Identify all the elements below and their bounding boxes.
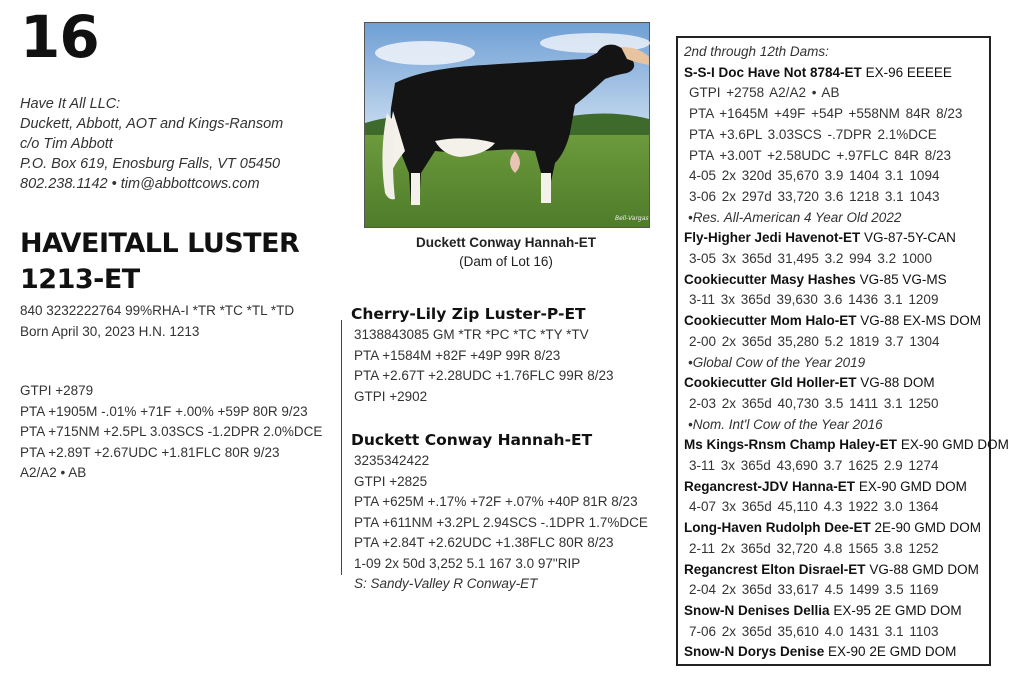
sire-block [351,303,614,407]
ancestor-dam-score: EX-90 GMD DOM [900,437,1009,453]
caption-sub: (Dam of Lot 16) [459,254,553,269]
ancestor-dam-score: EX-95 2E GMD DOM [833,602,962,618]
ancestor-dam-line [684,228,983,249]
ancestor-dam-record: 2-00 2x 365d 35,280 5.2 1819 3.7 1304 [689,333,940,349]
pedigree-bracket [341,320,342,575]
photo-caption [364,233,648,271]
genomic-line: A2/A2 • AB [20,465,87,480]
dams-box-heading: 2nd through 12th Dams: [684,44,829,59]
genomic-line: PTA +1905M -.01% +71F +.00% +59P 80R 9/23 [20,403,308,419]
lot-number: 16 [20,3,99,71]
animal-name-line2: 1213-ET [20,264,140,295]
consignor-line: c/o Tim Abbott [20,136,113,152]
cow-photo-image [365,23,649,227]
ancestor-dam-record: 3-11 3x 365d 43,690 3.7 1625 2.9 1274 [689,458,939,474]
ancestor-dam-name: S-S-I Doc Have Not 8784-ET [684,64,862,80]
ancestor-dam-score: 2E-90 GMD DOM [874,520,982,536]
dam-line: PTA +625M +.17% +72F +.07% +40P 81R 8/23 [354,494,638,509]
ancestor-dam-record: PTA +3.6PL 3.03SCS -.7DPR 2.1%DCE [689,126,937,142]
ancestor-dam-name: Cookiecutter Mom Halo-ET [684,313,857,329]
consignor-line: Have It All LLC: [20,96,121,112]
animal-name-line1: HAVEITALL LUSTER [20,228,300,259]
sire-line: PTA +2.67T +2.28UDC +1.76FLC 99R 8/23 [354,368,614,383]
ancestor-dam-honor: •Global Cow of the Year 2019 [688,354,866,370]
ancestor-dam-line [684,63,983,84]
birth-date-line: Born April 30, 2023 H.N. 1213 [20,324,200,339]
genomic-line: PTA +715NM +2.5PL 3.03SCS -1.2DPR 2.0%DCE [20,424,323,439]
consignor-line: Duckett, Abbott, AOT and Kings-Ransom [20,116,284,132]
ancestor-dam-record: 2-04 2x 365d 33,617 4.5 1499 3.5 1169 [689,582,939,598]
caption-name: Duckett Conway Hannah-ET [415,235,597,250]
consignor-contact: 802.238.1142 • tim@abbottcows.com [20,176,260,192]
ancestor-dam-record: 3-06 2x 297d 33,720 3.6 1218 3.1 1043 [689,188,940,204]
ancestor-dam-name: Long-Haven Rudolph Dee-ET [684,520,871,536]
dam-line: GTPI +2825 [354,473,428,489]
ancestor-dam-score: VG-85 VG-MS [859,271,947,287]
dams-box [676,36,1009,666]
dam-line: 3235342422 [354,453,430,468]
ancestor-dam-name: Regancrest-JDV Hanna-ET [684,478,856,494]
ancestor-dam-record: 2-11 2x 365d 32,720 4.8 1565 3.8 1252 [689,540,939,556]
cloud [375,41,475,65]
sire-name: Cherry-Lily Zip Luster-P-ET [351,305,586,323]
ancestor-dam-record: 4-07 3x 365d 45,110 4.3 1922 3.0 1364 [689,499,939,515]
ancestor-dam-name: Cookiecutter Masy Hashes [684,271,856,287]
animal-name [20,226,299,298]
ancestor-dam-record: 7-06 2x 365d 35,610 4.0 1431 3.1 1103 [689,623,939,639]
ancestor-dam-score: VG-88 EX-MS DOM [860,313,982,329]
ancestor-dam-record: 2-03 2x 365d 40,730 3.5 1411 3.1 1250 [689,395,939,411]
ancestor-dam-score: EX-96 EEEEE [865,64,952,80]
ancestor-dam-record: PTA +3.00T +2.58UDC +.97FLC 84R 8/23 [689,147,952,163]
dam-line: 1-09 2x 50d 3,252 5.1 167 3.0 97"RIP [354,555,581,571]
ancestor-dam-line [684,270,983,291]
consignor-line: P.O. Box 619, Enosburg Falls, VT 05450 [20,156,281,172]
ancestor-dam-line [684,601,983,622]
ancestor-dam-record: 4-05 2x 320d 35,670 3.9 1404 3.1 1094 [689,168,940,184]
ancestor-dam-line [684,311,983,332]
ancestor-dam-line [684,477,983,498]
genomic-line: PTA +2.89T +2.67UDC +1.81FLC 80R 9/23 [20,444,280,460]
animal-identification [20,300,294,342]
animal-genomics [20,381,322,484]
ancestor-dam-honor: •Res. All-American 4 Year Old 2022 [688,209,902,225]
ancestor-dam-name: Snow-N Dorys Denise [684,644,825,660]
sire-line: GTPI +2902 [354,388,428,404]
sire-line: 3138843085 GM *TR *PC *TC *TY *TV [354,327,589,342]
dam-name: Duckett Conway Hannah-ET [351,431,593,449]
dams-box-lines [684,63,1009,663]
ancestor-dam-score: VG-88 DOM [860,375,935,391]
consignor-block [20,94,283,194]
photographer-mark: Bell-Vargas [615,215,649,222]
ancestor-dam-record: 3-05 3x 365d 31,495 3.2 994 3.2 1000 [689,251,932,267]
registration-line: 840 3232222764 99%RHA-I *TR *TC *TL *TD [20,303,295,318]
ancestor-dam-name: Cookiecutter Gld Holler-ET [684,375,857,391]
dam-sire-line: S: Sandy-Valley R Conway-ET [354,576,538,591]
ancestor-dam-line [684,560,983,581]
dam-block [351,429,648,595]
genomic-line: GTPI +2879 [20,383,94,398]
ancestor-dam-name: Regancrest Elton Disrael-ET [684,561,866,577]
ancestor-dam-score: VG-87-5Y-CAN [864,230,956,246]
ancestor-dam-score: VG-88 GMD DOM [869,561,979,577]
ancestor-dam-line [684,373,983,394]
dam-line: PTA +2.84T +2.62UDC +1.38FLC 80R 8/23 [354,535,614,550]
ancestor-dam-line [684,435,1009,456]
dam-photo [364,22,650,228]
ancestor-dam-name: Fly-Higher Jedi Havenot-ET [684,230,861,246]
ancestor-dam-line [684,642,983,663]
ancestor-dam-record: GTPI +2758 A2/A2 • AB [689,85,840,101]
ancestor-dam-name: Ms Kings-Rnsm Champ Haley-ET [684,437,898,453]
ancestor-dam-score: EX-90 GMD DOM [858,478,967,494]
ancestor-dam-record: PTA +1645M +49F +54P +558NM 84R 8/23 [689,106,963,122]
ancestor-dam-name: Snow-N Denises Dellia [684,602,830,618]
ancestor-dam-honor: •Nom. Int'l Cow of the Year 2016 [688,416,883,432]
sire-line: PTA +1584M +82F +49P 99R 8/23 [354,347,561,363]
dam-line: PTA +611NM +3.2PL 2.94SCS -.1DPR 1.7%DCE [354,514,648,530]
ancestor-dam-line [684,518,983,539]
ancestor-dam-record: 3-11 3x 365d 39,630 3.6 1436 3.1 1209 [689,292,939,308]
ancestor-dam-score: EX-90 2E GMD DOM [828,644,957,660]
